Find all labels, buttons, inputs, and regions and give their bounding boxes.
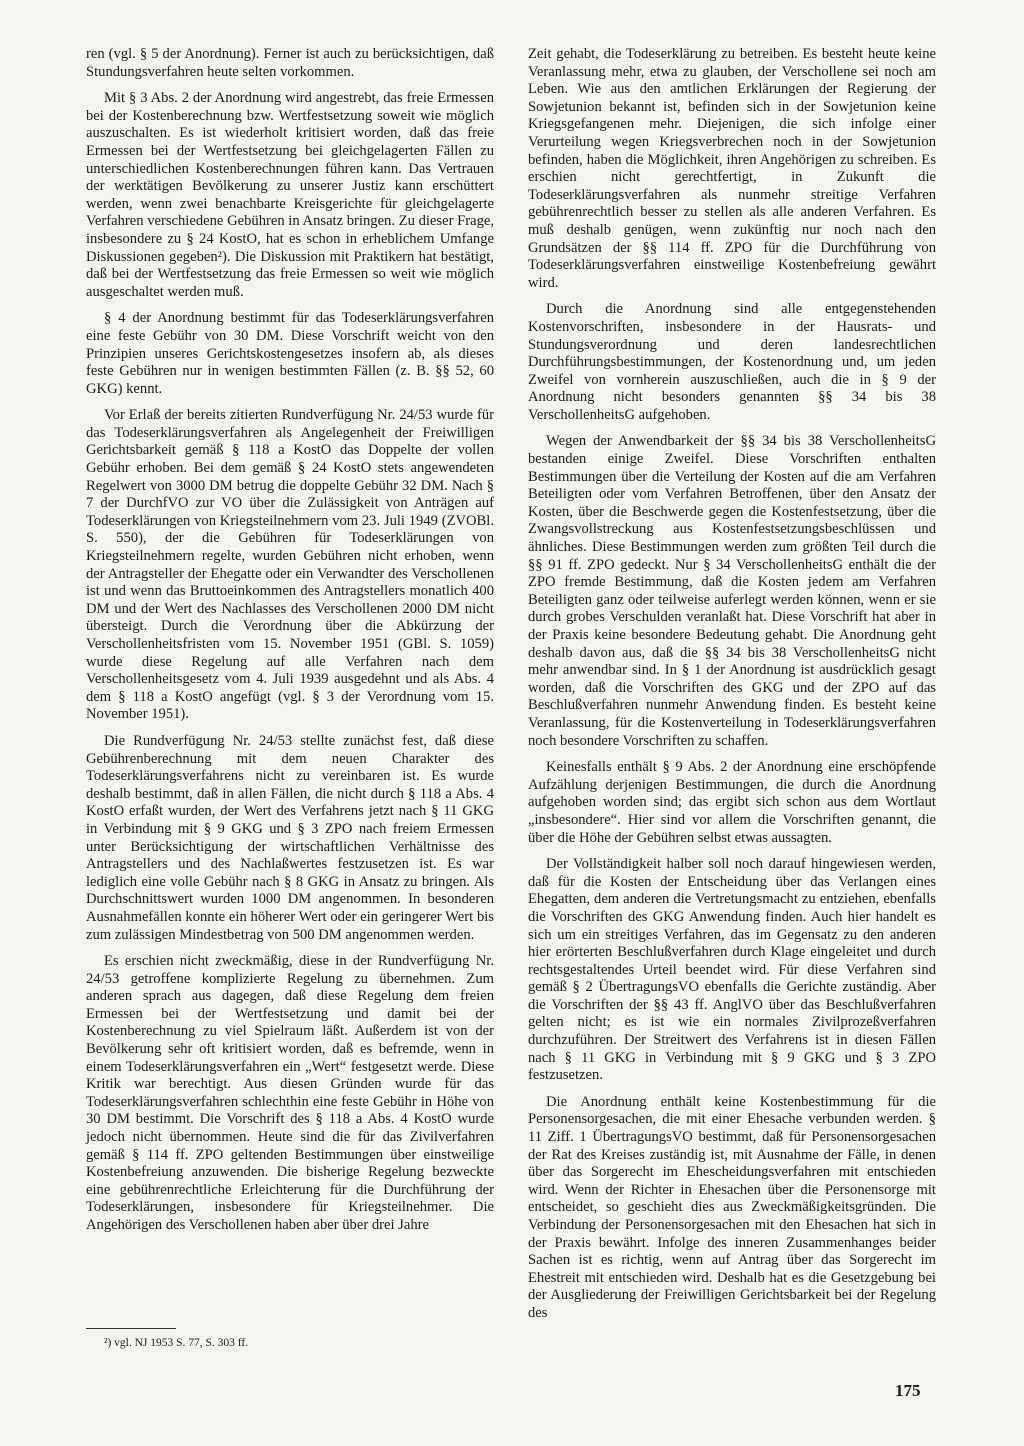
paragraph: Durch die Anordnung sind alle entgegenstehenden Kostenvorschriften, insbesondere in der Hausrats- und Stundungsverordnung und deren landesrechtlichen Durchführungsbestimmungen, der Kostenordnung und, um jeden Zweifel von vornherein auszuschließen, auch die in § 9 der Anordnung nicht besonders genannten §§ 34 bis 38 VerschollenheitsG aufgehoben.: [528, 301, 936, 423]
right-column: [528, 46, 936, 1332]
paragraph: Es erschien nicht zweckmäßig, diese in der Rundverfügung Nr. 24/53 getroffene komplizierte Regelung zu übernehmen. Zum anderen sprach aus dagegen, daß diese Regelung dem freien Ermessen bei der Wertfestsetzung und damit bei der Kostenberechnung zu viel Spielraum läßt. Außerdem ist von der Bevölkerung sehr oft kritisiert worden, daß es befremde, wenn in einem Todeserklärungsverfahren ein „Wert“ festgesetzt werde. Diese Kritik war berechtigt. Aus diesen Gründen wurde für das Todeserklärungsverfahren schlechthin eine feste Gebühr in Höhe von 30 DM bestimmt. Die Vorschrift des § 118 a Abs. 4 KostO wurde jedoch nicht übernommen. Heute sind die für das Zivilverfahren gemäß § 114 ff. ZPO geltenden Bestimmungen über einstweilige Kostenbefreiung anzuwenden. Die bisherige Regelung bezweckte eine gebührenrechtliche Erleichterung für die Durchführung der Todeserklärungen, insbesondere für Kriegsteilnehmer. Die Angehörigen des Verschollenen haben aber über drei Jahre: [86, 953, 494, 1233]
paragraph: Mit § 3 Abs. 2 der Anordnung wird angestrebt, das freie Ermessen bei der Kostenberechnung bzw. Wertfestsetzung soweit wie möglich auszuschalten. Es ist wiederholt kritisiert worden, daß das freie Ermessen bei der Wertfestsetzung bei gleichgelagerten Fällen zu unterschiedlichen Kostenberechnungen führen kann. Das Vertrauen der werktätigen Bevölkerung zu unserer Justiz kann erschüttert werden, wenn zwei benachbarte Kreisgerichte für gleichgelagerte Verfahren verschiedene Gebühren in Ansatz bringen. Zu dieser Frage, insbesondere zu § 24 KostO, hat es schon in erheblichem Umfange Diskussionen gegeben²). Die Diskussion mit Praktikern hat bestätigt, daß bei der Wertfestsetzung das freie Ermessen so weit wie möglich ausgeschaltet werden muß.: [86, 90, 494, 300]
paragraph: Die Anordnung enthält keine Kostenbestimmung für die Personensorgesachen, die mit einer Ehesache verbunden werden. § 11 Ziff. 1 ÜbertragungsVO bestimmt, daß für Personensorgesachen der Rat des Kreises zuständig ist, mit Ausnahme der Fälle, in denen über das Sorgerecht im Ehescheidungsverfahren mit entschieden wird. Wenn der Richter in Ehesachen über die Personensorge mit entscheidet, so geschieht dies aus Zweckmäßigkeitsgründen. Die Verbindung der Personensorgesachen mit den Ehesachen hat sich in der Praxis bewährt. Infolge des inneren Zusammenhanges beider Sachen ist es richtig, wenn auf Antrag über das Sorgerecht im Ehestreit mit entschieden wird. Deshalb hat es die Gesetzgebung bei der Ausgliederung der Freiwilligen Gerichtsbarkeit bei der Regelung des: [528, 1093, 936, 1321]
paragraph: Der Vollständigkeit halber soll noch darauf hingewiesen werden, daß für die Kosten der Entscheidung über das Verlangen eines Ehegatten, dem anderen die Vertretungsmacht zu entziehen, ebenfalls die Vorschriften des GKG Anwendung finden. Auch hier handelt es sich um ein streitiges Verfahren, das im Gegensatz zu den anderen hier erörterten Beschlußverfahren durch Klage eingeleitet und durch rechtsgestaltendes Urteil beendet wird. Für diese Verfahren sind gemäß § 2 ÜbertragungsVO ebenfalls die Gerichte zuständig. Aber die Vorschriften der §§ 43 ff. AnglVO über das Beschlußverfahren gelten nicht; es ist wie ein normales Zivilprozeßverfahren durchzuführen. Der Streitwert des Verfahrens ist in diesen Fällen nach § 11 GKG in Verbindung mit § 9 GKG und § 3 ZPO festzusetzen.: [528, 856, 936, 1084]
footnote-divider: [86, 1328, 176, 1329]
left-column: [86, 46, 494, 1244]
page-number: 175: [895, 1381, 921, 1400]
paragraph: § 4 der Anordnung bestimmt für das Todeserklärungsverfahren eine feste Gebühr von 30 DM. Diese Vorschrift weicht von den Prinzipien unseres Gerichtskostengesetzes insofern ab, als dieses feste Gebühren nur in wenigen bestimmten Fällen (z. B. §§ 52, 60 GKG) kennt.: [86, 310, 494, 397]
paragraph: Keinesfalls enthält § 9 Abs. 2 der Anordnung eine erschöpfende Aufzählung derjenigen Bestimmungen, die durch die Anordnung aufgehoben worden sind; das ergibt sich schon aus dem Wortlaut „insbesondere“. Hier sind vor allem die Vorschriften genannt, die über die Höhe der Gebühren selbst etwas aussagten.: [528, 759, 936, 846]
paragraph: Wegen der Anwendbarkeit der §§ 34 bis 38 VerschollenheitsG bestanden einige Zweifel. Diese Vorschriften enthalten Bestimmungen über die Verteilung der Kosten auf die am Verfahren Beteiligten oder vom Verfahren Betroffenen, über den Ansatz der Kosten, über die Beschwerde gegen die Kostenfestsetzung, über die Zwangsvollstreckung aus Kostenfestsetzungsbeschlüssen und ähnliches. Diese Bestimmungen werden zum größten Teil durch die §§ 91 ff. ZPO gedeckt. Nur § 34 VerschollenheitsG enthält die der ZPO fremde Bestimmung, daß die Kosten jedem am Verfahren Beteiligten ganz oder teilweise auferlegt werden können, wenn er sie durch grobes Verschulden veranlaßt hat. Diese Vorschrift hat aber in der Praxis keine besondere Bedeutung gehabt. Die Anordnung geht deshalb davon aus, daß die §§ 34 bis 38 VerschollenheitsG nicht mehr anwendbar sind. In § 1 der Anordnung ist ausdrücklich gesagt worden, daß die Vorschriften des GKG und der ZPO auf das Beschlußverfahren nunmehr Anwendung finden. Es besteht keine Veranlassung, für die Kostenverteilung in Todeserklärungsverfahren noch besondere Vorschriften zu schaffen.: [528, 433, 936, 749]
paragraph: Vor Erlaß der bereits zitierten Rundverfügung Nr. 24/53 wurde für das Todeserklärungsverfahren als Angelegenheit der Freiwilligen Gerichtsbarkeit gemäß § 118 a KostO das Doppelte der vollen Gebühr erhoben. Bei dem gemäß § 24 KostO stets angewendeten Regelwert von 3000 DM betrug die doppelte Gebühr 32 DM. Nach § 7 der DurchfVO zur VO über die Zulässigkeit von Anträgen auf Todeserklärungen von Kriegsteilnehmern vom 23. Juli 1949 (ZVOBl. S. 550), der die Gebühren für Todeserklärungen von Kriegsteilnehmern regelte, wurden Gebühren nicht erhoben, wenn der Antragsteller der Ehegatte oder ein Verwandter des Verschollenen ist und wenn das Bruttoeinkommen des Antragstellers monatlich 400 DM und der Wert des Nachlasses des Verschollenen 2000 DM nicht übersteigt. Durch die Verordnung über die Abkürzung der Verschollenheitsfristen vom 15. November 1951 (GBl. S. 1059) wurde diese Regelung auf alle Verfahren nach dem Verschollenheitsgesetz vom 4. Juli 1939 ausgedehnt und als Abs. 4 dem § 118 a KostO angefügt (vgl. § 3 der Verordnung vom 15. November 1951).: [86, 407, 494, 723]
footnote: ²) vgl. NJ 1953 S. 77, S. 303 ff.: [104, 1337, 249, 1349]
paragraph: ren (vgl. § 5 der Anordnung). Ferner ist auch zu berücksichtigen, daß Stundungsverfahren heute selten vorkommen.: [86, 46, 494, 80]
paragraph: Zeit gehabt, die Todeserklärung zu betreiben. Es besteht heute keine Veranlassung mehr, etwa zu glauben, der Verschollene sei noch am Leben. Wie aus den amtlichen Erklärungen der Regierung der Sowjetunion bekannt ist, befinden sich in der Sowjetunion keine Kriegsgefangenen mehr. Diejenigen, die sich infolge einer Verurteilung wegen Kriegsverbrechen noch in der Sowjetunion befinden, haben die Möglichkeit, ihren Angehörigen zu schreiben. Es erschien nicht gerechtfertigt, in Zukunft die Todeserklärungsverfahren als nunmehr streitige Verfahren gebührenrechtlich besser zu stellen als alle anderen Verfahren. Es muß deshalb genügen, wenn zukünftig nur noch nach den Grundsätzen der §§ 114 ff. ZPO für die Durchführung von Todeserklärungsverfahren einstweilige Kostenbefreiung gewährt wird.: [528, 46, 936, 291]
paragraph: Die Rundverfügung Nr. 24/53 stellte zunächst fest, daß diese Gebührenberechnung mit dem neuen Charakter des Todeserklärungsverfahrens nicht zu vereinbaren ist. Es wurde deshalb bestimmt, daß in allen Fällen, die nicht durch § 118 a Abs. 4 KostO erfaßt wurden, der Wert des Verfahrens jetzt nach § 11 GKG in Verbindung mit § 9 GKG und § 3 ZPO nach freiem Ermessen unter Berücksichtigung der wirtschaftlichen Verhältnisse des Antragstellers und des Nachlaßwertes festzusetzen ist. Es war lediglich eine volle Gebühr nach § 8 GKG in Ansatz zu bringen. Als Durchschnittswert wurden 1000 DM angenommen. In besonderen Ausnahmefällen konnte ein höherer Wert oder ein geringerer Wert bis zum zulässigen Mindestbetrag von 500 DM angenommen werden.: [86, 732, 494, 943]
